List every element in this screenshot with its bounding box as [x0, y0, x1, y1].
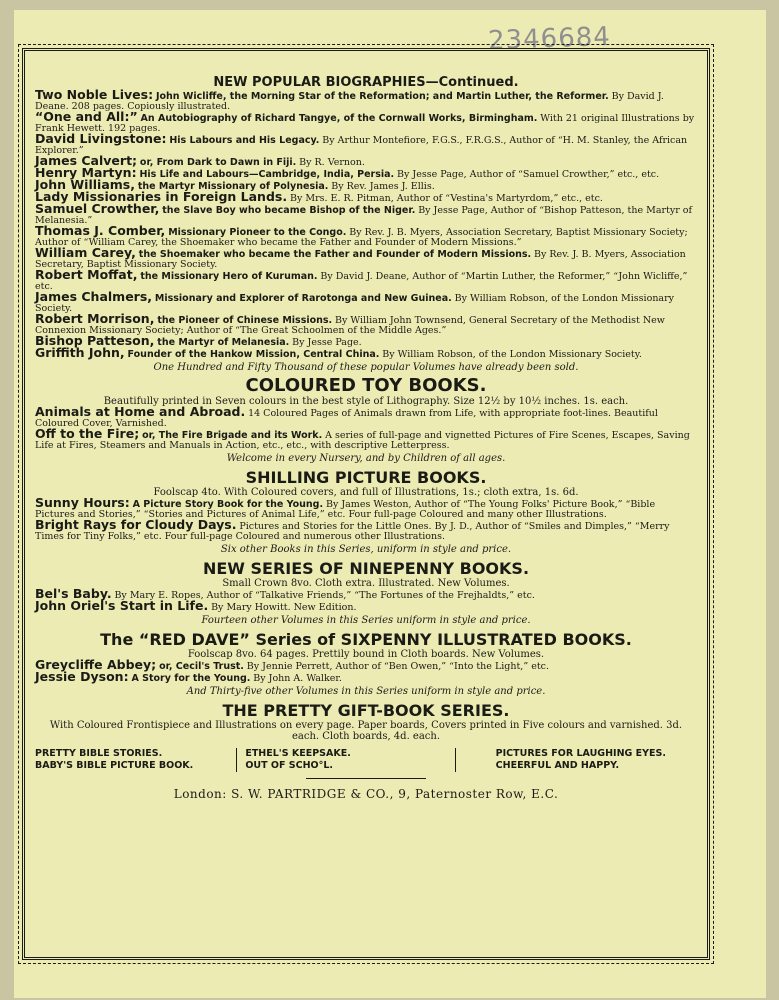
book-detail: By Mary Howitt. New Edition.	[211, 602, 357, 613]
gift-book-title: ETHEL'S KEEPSAKE.	[245, 748, 351, 759]
book-entry	[35, 426, 697, 451]
book-detail: By William Robson, of the London Missionary Society.	[382, 349, 642, 360]
book-entry	[35, 669, 697, 684]
book-subtitle: Missionary and Explorer of Rarotonga and New Guinea.	[154, 293, 452, 304]
biographies-note: One Hundred and Fifty Thousand of these popular Volumes have already been sold.	[153, 362, 579, 373]
book-title: Samuel Crowther,	[35, 201, 160, 216]
book-title: Thomas J. Comber,	[35, 223, 166, 238]
gift-book-title: BABY'S BIBLE PICTURE BOOK.	[35, 760, 194, 771]
book-subtitle: Missionary Pioneer to the Congo.	[168, 227, 347, 238]
gift-book-column-3	[456, 748, 697, 772]
red-dave-note: And Thirty-five other Volumes in this Series uniform in style and price.	[186, 686, 546, 697]
book-detail: By Mary E. Ropes, Author of “Talkative Friends,” “The Fortunes of the Frejhaldts,” etc.	[114, 590, 535, 601]
book-title: Lady Missionaries in Foreign Lands.	[35, 189, 288, 204]
book-detail: By Jesse Page.	[292, 337, 362, 348]
book-title: James Chalmers,	[35, 289, 153, 304]
book-subtitle: or, From Dark to Dawn in Fiji.	[139, 157, 297, 168]
book-subtitle: His Life and Labours—Cambridge, India, Persia.	[139, 169, 395, 180]
shilling-intro: Foolscap 4to. With Coloured covers, and full of Illustrations, 1s.; cloth extra, 1s. 6d.	[153, 487, 579, 498]
book-title: Off to the Fire;	[35, 426, 140, 441]
divider	[306, 778, 426, 779]
gift-book-intro: With Coloured Frontispiece and Illustrations on every page. Paper boards, Covers printed in Five colours and varnished. 3d. each. Cloth boards, 4d. each.	[49, 720, 683, 742]
book-subtitle: the Martyr of Melanesia.	[157, 337, 290, 348]
book-detail: By Rev. J. B. Myers, Association Secretary, Baptist Missionary Society.	[35, 249, 686, 270]
book-title: Henry Martyn:	[35, 165, 137, 180]
book-subtitle: the Missionary Hero of Kuruman.	[140, 271, 318, 282]
book-entry	[35, 345, 697, 360]
header-toy-books: COLOURED TOY BOOKS.	[245, 375, 487, 396]
book-title: Griffith John,	[35, 345, 125, 360]
book-title: Two Noble Lives:	[35, 87, 154, 102]
gift-book-title: OUT OF SCHO°L.	[245, 760, 334, 771]
book-detail: By Rev. James J. Ellis.	[331, 181, 435, 192]
pencil-catalogue-number: 2346684	[487, 21, 612, 57]
header-ninepenny-books: NEW SERIES OF NINEPENNY BOOKS.	[202, 559, 530, 578]
book-detail: With 21 original Illustrations by Frank Hewett. 192 pages.	[35, 113, 695, 134]
book-detail: By William Robson, of the London Missionary Society.	[35, 293, 675, 314]
book-detail: By Rev. J. B. Myers, Association Secretary, Baptist Missionary Society; Author of “William Carey, the Shoemaker who became the Father and Founder of Modern Missions.”	[35, 227, 688, 248]
header-shilling-books: SHILLING PICTURE BOOKS.	[245, 468, 487, 487]
book-subtitle: or, The Fire Brigade and its Work.	[142, 430, 323, 441]
book-detail: Pictures and Stories for the Little Ones. By J. D., Author of “Smiles and Dimples,” “Merry Times for Tiny Folks,” etc. Four full-page Coloured and numerous other Illustrations.	[35, 521, 670, 542]
ninepenny-note: Fourteen other Volumes in this Series uniform in style and price.	[201, 615, 531, 626]
book-detail: By Jesse Page, Author of “Bishop Patteson, the Martyr of Melanesia.”	[35, 205, 693, 226]
book-title: James Calvert;	[35, 153, 138, 168]
book-detail: By R. Vernon.	[299, 157, 365, 168]
book-entry	[35, 333, 697, 348]
book-subtitle: His Labours and His Legacy.	[169, 135, 320, 146]
advertisement-frame	[22, 48, 710, 960]
book-subtitle: the Pioneer of Chinese Missions.	[157, 315, 333, 326]
toy-book-list	[35, 404, 697, 451]
book-detail: By Mrs. E. R. Pitman, Author of “Vestina's Martyrdom,” etc., etc.	[289, 193, 603, 204]
book-subtitle: John Wicliffe, the Morning Star of the Reformation; and Martin Luther, the Reformer.	[155, 91, 609, 102]
publisher-imprint: London: S. W. PARTRIDGE & CO., 9, Paternoster Row, E.C.	[173, 787, 559, 801]
book-detail: By William John Townsend, General Secretary of the Methodist New Connexion Missionary Society; Author of “The Great Schoolmen of the Middle Ages.”	[35, 315, 665, 336]
book-title: Animals at Home and Abroad.	[35, 404, 246, 419]
shilling-note: Six other Books in this Series, uniform in style and price.	[220, 544, 512, 555]
gift-book-title: CHEERFUL AND HAPPY.	[495, 760, 620, 771]
book-detail: By Jesse Page, Author of “Samuel Crowther,” etc., etc.	[397, 169, 660, 180]
book-subtitle: Founder of the Hankow Mission, Central China.	[127, 349, 380, 360]
book-detail: A series of full-page and vignetted Pictures of Fire Scenes, Escapes, Saving Life at Fires, Steamers and Manuals in Action, etc., etc., with descriptive Letterpress.	[35, 430, 690, 451]
book-title: David Livingstone:	[35, 131, 167, 146]
gift-book-title: PICTURES FOR LAUGHING EYES.	[495, 748, 666, 759]
toy-intro: Beautifully printed in Seven colours in the best style of Lithography. Size 12½ by 10½ inches. 1s. each.	[103, 396, 629, 407]
book-detail: By David J. Deane. 208 pages. Copiously illustrated.	[35, 91, 664, 112]
book-subtitle: A Picture Story Book for the Young.	[132, 499, 324, 510]
book-detail: 14 Coloured Pages of Animals drawn from Life, with appropriate foot-lines. Beautiful Coloured Cover, Varnished.	[35, 408, 658, 429]
book-entry	[35, 598, 697, 613]
book-detail: By James Weston, Author of “The Young Folks' Picture Book,” “Bible Pictures and Stories,” “Stories and Pictures of Animal Life,” etc. Four full-page Coloured and many other Illustrations.	[35, 499, 656, 520]
book-subtitle: An Autobiography of Richard Tangye, of the Cornwall Works, Birmingham.	[140, 113, 538, 124]
red-dave-intro: Foolscap 8vo. 64 pages. Prettily bound in Cloth boards. New Volumes.	[187, 649, 545, 660]
header-gift-book-series: THE PRETTY GIFT-BOOK SERIES.	[222, 701, 510, 720]
header-red-dave-series: The “RED DAVE” Series of SIXPENNY ILLUSTRATED BOOKS.	[100, 630, 632, 649]
toy-note: Welcome in every Nursery, and by Children of all ages.	[226, 453, 506, 464]
book-entry	[35, 657, 697, 672]
book-subtitle: or, Cecil's Trust.	[159, 661, 244, 672]
ninepenny-book-list	[35, 586, 697, 613]
book-title: John Williams,	[35, 177, 135, 192]
red-dave-book-list	[35, 657, 697, 684]
book-title: Bright Rays for Cloudy Days.	[35, 517, 237, 532]
book-detail: By Arthur Montefiore, F.G.S., F.R.G.S., Author of “H. M. Stanley, the African Explorer.”	[35, 135, 688, 156]
book-title: William Carey,	[35, 245, 136, 260]
header-biographies: NEW POPULAR BIOGRAPHIES—Continued.	[213, 75, 519, 90]
book-title: Bishop Patteson,	[35, 333, 155, 348]
book-subtitle: A Story for the Young.	[131, 673, 251, 684]
book-title: Robert Morrison,	[35, 311, 155, 326]
book-entry	[35, 517, 697, 542]
book-title: John Oriel's Start in Life.	[35, 598, 209, 613]
biography-list	[35, 87, 697, 360]
book-title: Robert Moffat,	[35, 267, 138, 282]
gift-book-column-2	[236, 748, 455, 772]
book-subtitle: the Slave Boy who became Bishop of the Niger.	[162, 205, 416, 216]
book-detail: By John A. Walker.	[253, 673, 342, 684]
book-title: Greycliffe Abbey;	[35, 657, 157, 672]
gift-book-title: PRETTY BIBLE STORIES.	[35, 748, 163, 759]
book-title: Jessie Dyson:	[35, 669, 129, 684]
book-detail: By David J. Deane, Author of “Martin Luther, the Reformer,” “John Wicliffe,” etc.	[35, 271, 688, 292]
gift-book-column-1	[35, 748, 236, 772]
book-detail: By Jennie Perrett, Author of “Ben Owen,” “Into the Light,” etc.	[246, 661, 549, 672]
book-subtitle: the Martyr Missionary of Polynesia.	[137, 181, 329, 192]
book-subtitle: the Shoemaker who became the Father and Founder of Modern Missions.	[138, 249, 532, 260]
gift-book-titles	[35, 748, 697, 772]
book-title: “One and All:”	[35, 109, 138, 124]
shilling-book-list	[35, 495, 697, 542]
book-title: Sunny Hours:	[35, 495, 130, 510]
book-back-cover	[14, 10, 766, 998]
book-title: Bel's Baby.	[35, 586, 112, 601]
ninepenny-intro: Small Crown 8vo. Cloth extra. Illustrated. New Volumes.	[222, 578, 510, 589]
